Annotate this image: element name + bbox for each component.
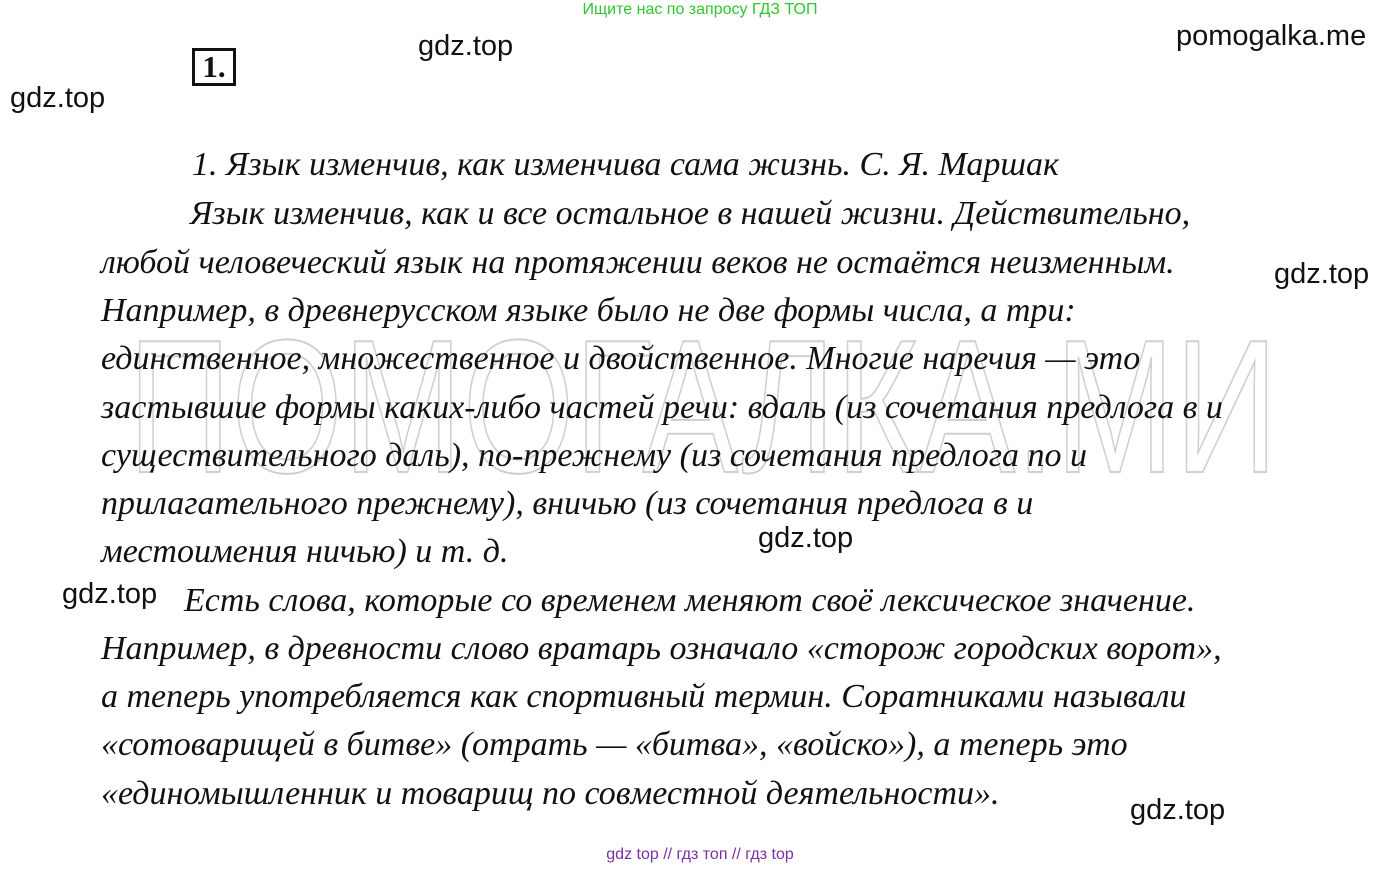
paragraph-2-line-5: «единомышленник и товарищ по совместной деятельности». <box>101 775 1000 812</box>
brand-logo: pomogalka.me <box>1176 20 1367 52</box>
footer-links[interactable]: gdz top // гдз топ // гдз top <box>606 846 794 863</box>
top-banner: Ищите нас по запросу ГДЗ ТОП <box>582 1 818 18</box>
paragraph-1-line-6: существительного даль), по-прежнему (из сочетания предлога по и <box>101 437 1088 474</box>
paragraph-1-line-7: прилагательного прежнему), вничью (из сочетания предлога в и <box>101 485 1034 522</box>
watermark-gdz-top-2: gdz.top <box>10 82 106 114</box>
watermark-gdz-top-3: gdz.top <box>1274 258 1370 290</box>
paragraph-2-line-3: а теперь употребляется как спортивный термин. Соратниками называли <box>101 678 1187 715</box>
paragraph-1-line-4: единственное, множественное и двойственное. Многие наречия — это <box>101 340 1141 377</box>
paragraph-2-line-2: Например, в древности слово вратарь означало «сторож городских ворот», <box>101 630 1222 667</box>
paragraph-1-line-8: местоимения ничью) и т. д. <box>101 533 509 570</box>
paragraph-1-line-1: Язык изменчив, как и все остальное в нашей жизни. Действительно, <box>190 195 1191 232</box>
watermark-gdz-top-6: gdz.top <box>1130 794 1226 826</box>
task-number-box: 1. <box>192 48 236 86</box>
paragraph-2-line-1: Есть слова, которые со временем меняют своё лексическое значение. <box>184 582 1196 619</box>
watermark-gdz-top-5: gdz.top <box>62 578 158 610</box>
watermark-gdz-top-4: gdz.top <box>758 522 854 554</box>
paragraph-1-line-5: застывшие формы каких-либо частей речи: вдаль (из сочетания предлога в и <box>101 389 1223 426</box>
paragraph-2-line-4: «сотоварищей в битве» (отрать — «битва», «войско»), а теперь это <box>101 726 1128 763</box>
epigraph: 1. Язык изменчив, как изменчива сама жизнь. С. Я. Маршак <box>192 146 1059 183</box>
watermark-gdz-top-1: gdz.top <box>418 30 514 62</box>
paragraph-1-line-3: Например, в древнерусском языке было не две формы числа, а три: <box>101 292 1076 329</box>
background-watermark-text: ПОМОГАЛКА.МИ <box>128 320 1278 490</box>
paragraph-1-line-2: любой человеческий язык на протяжении веков не остаётся неизменным. <box>101 244 1175 281</box>
